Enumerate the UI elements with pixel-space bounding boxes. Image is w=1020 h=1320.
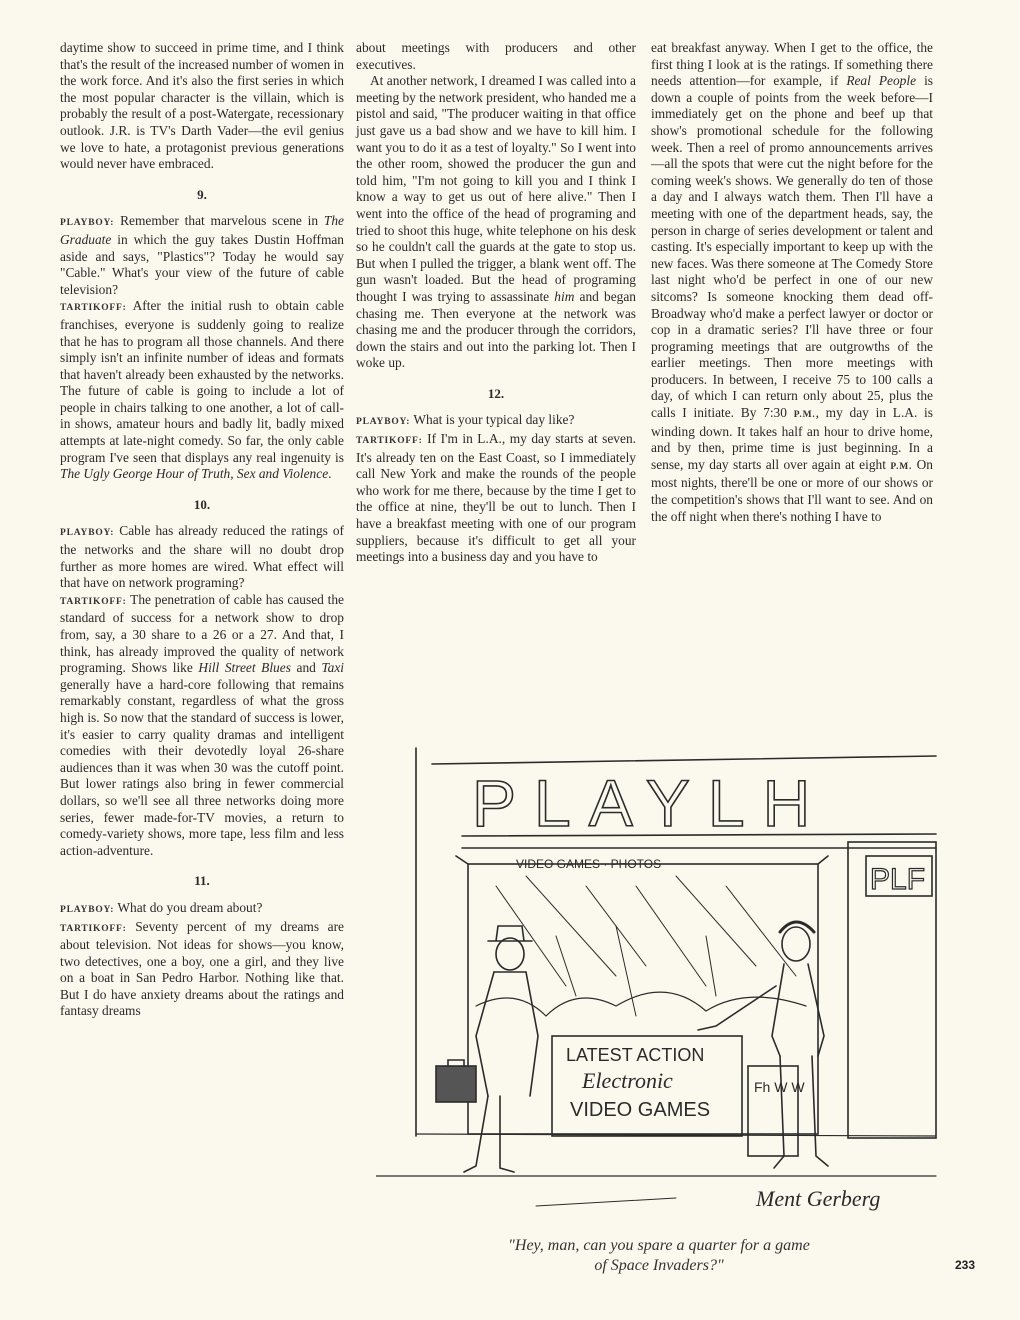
man-with-briefcase [436, 926, 538, 1172]
text: and began chasing me. Then everyone at the network was chasing me and the producer through the corridors, down the stairs and out into the parking lot. Then I woke up. [356, 288, 636, 371]
time-abbrev: P.M. [890, 461, 913, 472]
text: Seventy percent of my dreams are about television. Not ideas for shows—you know, two detectives, one a boy, one a girl, and they live on a boat in San Pedro Harbor. Nothing like that. But I do have anxiety dreams about the ratings and fantasy dreams [60, 918, 344, 1019]
speaker-label: PLAYBOY: [60, 218, 115, 229]
text: If I'm in L.A., my day starts at seven. It's already ten on the East Coast, so I immediately call New York and make the rounds of the people who work for me there, because by the time I get to the office at nine, they'll be out to lunch. Then I have a breakfast meeting with one of our program suppliers, because it's difficult to get all your meetings into a business day and you have to [356, 431, 636, 565]
speaker-label: PLAYBOY: [356, 417, 411, 428]
answer-9 [60, 298, 344, 483]
speaker-label: TARTIKOFF: [60, 923, 127, 934]
caption-line: "Hey, man, can you spare a quarter for a game [508, 1237, 810, 1254]
speaker-label: TARTIKOFF: [60, 596, 127, 607]
speaker-label: TARTIKOFF: [356, 436, 423, 447]
text: is down a couple of points from the week before—I immediately get on the phone and beef up that show's promotional schedule for the following week. Then a reel of promo announcements arrives—all the spots that were cut the night before for the coming week's shows. We generally do ten of those a day and I always watch them. Then I'll have a meeting with one of the department heads, say, the person in charge of series development or talent and casting. It's especially important to keep up with the new faces. Was there someone at The Comedy Store last night who'd be perfect in one of our new sitcoms? Is someone knocking them dead off-Broadway who'd make a perfect lawyer or doctor or cop in a dramatic series? I'll have three or four programing meetings that are outgrowths of the earlier meetings. Then more meetings with producers. In between, I receive 75 to 100 calls a day, of which I can return only about 25, plus the calls I initiate. By 7:30 [651, 73, 933, 421]
text: The penetration of cable has caused the standard of success for a network show to drop from, say, a 30 share to a 26 or a 27. And that, I think, has already improved the quality of network programing. Shows like [60, 591, 345, 676]
artist-signature: Ment Gerberg [756, 1186, 881, 1211]
text: Remember that marvelous scene in [120, 213, 324, 229]
column-1 [60, 40, 344, 1020]
text: and [290, 660, 322, 676]
store-sign-text: PLAYLH [472, 766, 829, 840]
question-number-10: 10. [193, 496, 211, 512]
briefcase [436, 1066, 476, 1102]
column-3 [651, 40, 933, 525]
question-number-12: 12. [487, 385, 505, 401]
side-sign-text: PLF [870, 863, 926, 896]
title-italic: The Ugly George Hour of Truth, Sex and Violence [60, 466, 329, 482]
title-italic: Real People [846, 73, 917, 89]
text: At another network, I dreamed I was called into a meeting by the network president, who handed me a pistol and said, "The producer waiting in that office just gave us a bad show and we have to kill him. I want you to do it as a test of loyalty." So I went into the other room, showed the producer the gun and told him, "I'm not going to kill you and I think I know a way to get us out of here alive." Then I went into the office of the head of programing and tried to shoot this huge, white telephone on his desk so he couldn't call the guards at the gate to stop us. But when I pulled the trigger, a blank went off. The gun wasn't loaded. But the head of programing thought I was trying to assassinate [356, 73, 637, 304]
title-italic: The Graduate [60, 213, 344, 247]
question-10 [60, 523, 344, 591]
answer-10 [60, 592, 344, 860]
page-number: 233 [955, 1258, 976, 1272]
question-number-9: 9. [197, 186, 207, 202]
text: What do you dream about? [117, 899, 263, 915]
poster-line-2: Electronic [582, 1068, 673, 1093]
title-italic: Hill Street Blues [198, 660, 291, 676]
poster-line-3: VIDEO GAMES [570, 1099, 711, 1121]
text: eat breakfast anyway. When I get to the office, the first thing I look at is the ratings. If something there needs attention—for example, if [651, 40, 933, 89]
column-2 [356, 40, 636, 566]
text: in which the guy takes Dustin Hoffman aside and says, "Plastics"? Today he would say "Cable." What's your view of the future of cable television? [60, 231, 344, 297]
text: , my day in L.A. is winding down. It takes half an hour to drive home, and by then, prime time is just beginning. In a sense, my day starts all over again at eight [651, 405, 933, 472]
speaker-label: TARTIKOFF: [60, 303, 127, 314]
poster-line-1: LATEST ACTION [566, 1045, 705, 1065]
speaker-label: PLAYBOY: [60, 528, 115, 539]
time-abbrev: P.M. [793, 410, 816, 421]
awning-text: VIDEO GAMES · PHOTOS [516, 857, 662, 871]
facade-top [432, 756, 936, 764]
window-reflection [496, 876, 796, 1016]
paragraph [356, 73, 636, 372]
question-12 [356, 412, 636, 431]
caption-line: of Space Invaders?" [594, 1257, 724, 1274]
paragraph [651, 40, 933, 525]
question-11 [60, 900, 344, 919]
speaker-label: PLAYBOY: [60, 904, 115, 915]
young-man-panhandler [698, 922, 828, 1168]
answer-12 [356, 431, 636, 566]
answer-11 [60, 919, 344, 1021]
text: On most nights, there'll be one or more of our shows or the competition's shows that I'll want to see. And on the off night when there's nothing I have to [651, 456, 933, 524]
cartoon-caption [376, 1236, 942, 1276]
question-9 [60, 213, 344, 298]
paragraph: about meetings with producers and other executives. [356, 40, 636, 72]
cartoon-illustration [376, 736, 942, 1226]
text: generally have a hard-core following that remains remarkably constant, regardless of what the gross high is. So now that the standard of success is lower, it's easier to carry quality dramas and intelligent comedies with their devotedly loyal 26-share audiences than it was when 30 was the cutoff point. But lower ratings also bring in fewer commercial dollars, so we'll see all three networks doing more series, fewer made-for-TV movies, a return to comedy-variety shows, more tape, less film and less action-adventure. [60, 676, 344, 858]
side-poster-text: Fh W W [754, 1079, 805, 1095]
text: What is your typical day like? [413, 412, 575, 428]
text: . [328, 466, 332, 482]
question-number-11: 11. [194, 873, 210, 889]
emphasis: him [554, 288, 575, 304]
text: After the initial rush to obtain cable franchises, everyone is suddenly going to realize that he has to program all those channels. And there simply isn't an infinite number of ideas and formats that haven't already been exhausted by the networks. The future of cable is going to include a lot of people in chairs talking to one another, a lot of call-in shows, amateur hours and badly lit, badly mixed attempts at late-night comedy. So far, the only cable program I've seen that displays any real ingenuity is [60, 298, 345, 465]
title-italic: Taxi [321, 660, 345, 676]
text: Cable has already reduced the ratings of the networks and the share will no doubt drop further as more homes are wired. What effect will that have on network programing? [60, 523, 344, 591]
paragraph: daytime show to succeed in prime time, and I think that's the result of the increased number of women in the work force. And it's also the first series in which the most popular character is the villain, which is probably the result of a post-Watergate, recessionary outlook. J.R. is TV's Darth Vader—the evil genius we love to hate, a protagonist previous generations would never have embraced. [60, 40, 344, 172]
